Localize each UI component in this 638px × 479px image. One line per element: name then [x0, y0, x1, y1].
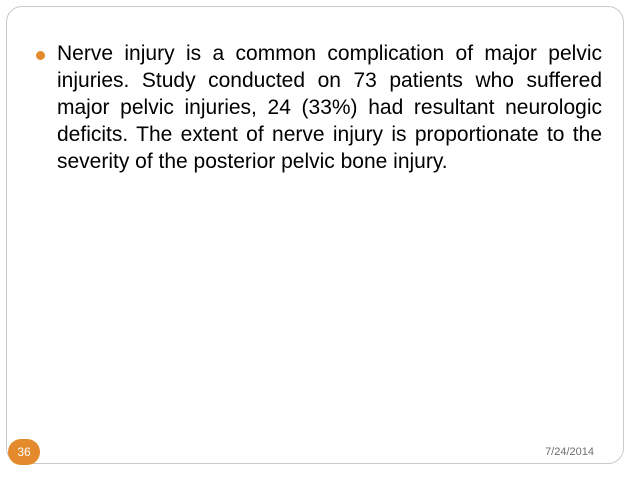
- bullet-icon: [36, 51, 45, 60]
- bullet-item: [36, 40, 602, 175]
- slide-number-badge: 36: [8, 439, 40, 465]
- bullet-text: Nerve injury is a common complication of major pelvic injuries. Study conducted on 73 patients who suffered major pelvic injuries, 24 (33%) had resultant neurologic deficits. The extent of nerve injury is proportionate to the severity of the posterior pelvic bone injury.: [57, 42, 602, 173]
- slide-date: 7/24/2014: [545, 446, 594, 458]
